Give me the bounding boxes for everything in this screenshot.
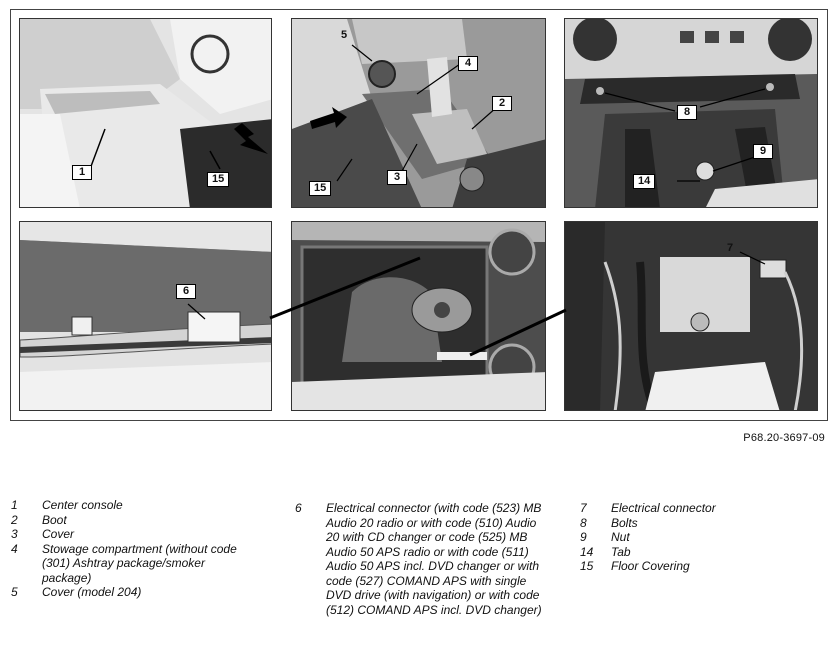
legend-item — [580, 559, 820, 574]
legend-text: Stowage compartment (without code (301) Ashtray package/smoker package) — [42, 541, 237, 585]
photo-center-console — [19, 18, 272, 208]
photo-2-drawing — [292, 19, 546, 208]
legend-item — [11, 513, 256, 528]
legend-item — [295, 501, 545, 617]
photo-shift-lever — [291, 221, 546, 411]
legend-num: 6 — [295, 501, 302, 515]
legend-num: 1 — [11, 498, 18, 512]
photo-1-drawing — [20, 19, 272, 208]
figure-reference: P68.20-3697-09 — [743, 432, 825, 444]
callout-3: 3 — [387, 170, 407, 185]
legend-item — [580, 516, 820, 531]
legend-text: Electrical connector (with code (523) MB Audio 20 radio or with code (510) Audio 20 with CD changer or code (525) MB Audio 50 APS radio or with code (511) Audio 50 APS incl. DVD changer or with code (527) COMAND APS with single DVD drive (with navigation) or with code (512) COMAND APS incl. DVD changer) — [326, 501, 542, 617]
legend-text: Center console — [42, 498, 123, 512]
legend-text: Cover (model 204) — [42, 585, 142, 599]
legend-item — [11, 498, 256, 513]
legend-text: Bolts — [611, 515, 638, 530]
legend-text: Cover — [42, 527, 75, 541]
callout-2: 2 — [492, 96, 512, 111]
photo-connector-6 — [19, 221, 272, 411]
legend-item — [580, 501, 820, 516]
photo-bolts-nut — [564, 18, 818, 208]
legend-item — [11, 585, 256, 600]
photo-4-drawing — [20, 222, 272, 411]
legend-column-1 — [11, 498, 256, 600]
legend-text: Boot — [42, 512, 67, 527]
legend-item — [580, 530, 820, 545]
callout-5: 5 — [340, 29, 348, 41]
legend-num: 3 — [11, 527, 18, 541]
legend-text: Electrical connector — [611, 501, 716, 515]
callout-7: 7 — [726, 242, 734, 254]
legend-num: 4 — [11, 541, 18, 556]
legend-num: 9 — [580, 530, 587, 544]
callout-1: 1 — [72, 165, 92, 180]
callout-15: 15 — [207, 172, 229, 187]
legend-item — [11, 527, 256, 542]
legend-num: 2 — [11, 512, 18, 527]
legend-num: 15 — [580, 559, 594, 573]
photo-5-drawing — [292, 222, 546, 411]
legend-num: 7 — [580, 501, 587, 515]
legend-column-3 — [580, 501, 820, 574]
callout-15: 15 — [309, 181, 331, 196]
legend-item — [580, 545, 820, 560]
photo-connector-7 — [564, 221, 818, 411]
legend-num: 14 — [580, 544, 594, 559]
callout-9: 9 — [753, 144, 773, 159]
legend-num: 8 — [580, 515, 587, 530]
callout-8: 8 — [677, 105, 697, 120]
legend-column-2 — [295, 501, 545, 617]
legend-num: 5 — [11, 585, 18, 599]
legend-text: Tab — [611, 544, 631, 559]
callout-14: 14 — [633, 174, 655, 189]
callout-6: 6 — [176, 284, 196, 299]
photo-6-drawing — [565, 222, 818, 411]
legend-text: Nut — [611, 530, 630, 544]
callout-4: 4 — [458, 56, 478, 71]
photo-console-cover — [291, 18, 546, 208]
legend-item — [11, 542, 256, 586]
legend-text: Floor Covering — [611, 559, 690, 573]
